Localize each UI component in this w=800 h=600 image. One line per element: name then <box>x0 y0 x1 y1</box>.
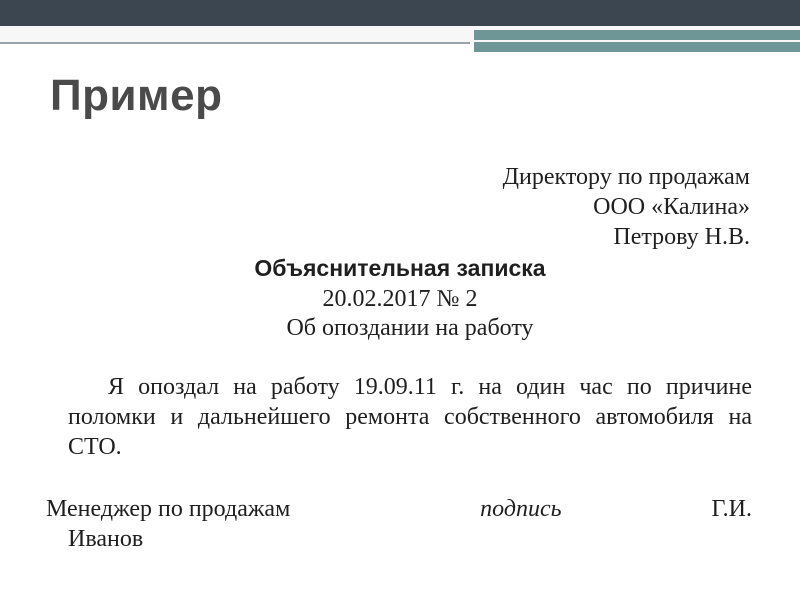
header-band-grey-line <box>0 42 470 44</box>
recipient-company: ООО «Калина» <box>593 194 750 220</box>
recipient-name: Петрову Н.В. <box>613 224 750 250</box>
signature-line <box>46 494 752 524</box>
slide-title: Пример <box>50 71 223 120</box>
document-body: Я опоздал на работу 19.09.11 г. на один час по причине поломки и дальнейшего ремонта собственного автомобиля на СТО. <box>68 374 752 460</box>
header-band-divider <box>474 40 800 42</box>
signature-role: Менеджер по продажам <box>46 496 291 522</box>
signature-surname: Иванов <box>68 526 144 552</box>
document-heading: Объяснительная записка <box>254 255 546 281</box>
recipient-block <box>503 162 750 252</box>
document-subject: Об опоздании на работу <box>286 315 534 341</box>
signature-block <box>46 494 752 554</box>
header-band-dark <box>0 0 800 26</box>
signature-initials: Г.И. <box>711 496 752 522</box>
signature-placeholder: подпись <box>480 496 562 522</box>
recipient-position: Директору по продажам <box>502 164 750 190</box>
document-date-number: 20.02.2017 № 2 <box>322 286 478 312</box>
